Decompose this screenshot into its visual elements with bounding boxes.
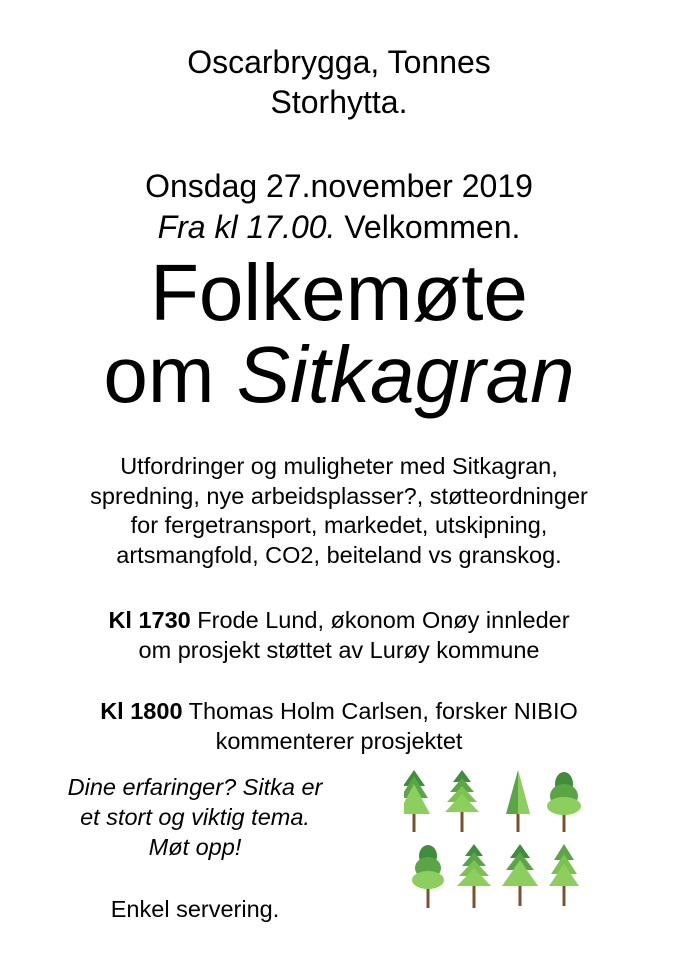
tree-icon (412, 845, 444, 908)
tree-icon (506, 770, 530, 832)
tree-icon (445, 770, 479, 832)
speaker-2 (0, 697, 678, 756)
tree-icon (502, 844, 538, 906)
invitation-line-3: Møt opp! (148, 834, 242, 860)
invitation (30, 772, 360, 862)
speaker-2-name: Thomas Holm Carlsen, forsker NIBIO (182, 698, 578, 724)
event-time (0, 207, 678, 247)
speaker-2-line-1 (0, 697, 678, 727)
description-line: for fergetransport, markedet, utskipning, (130, 512, 548, 538)
speaker-1-time: Kl 1730 (108, 607, 191, 633)
location (0, 42, 678, 122)
title-prefix: om (103, 330, 237, 419)
tree-icon (549, 844, 579, 906)
tree-icon (404, 770, 430, 832)
description-line: artsmangfold, CO2, beiteland vs granskog. (116, 541, 562, 568)
speaker-2-time: Kl 1800 (100, 698, 183, 724)
invitation-line-1: Dine erfaringer? Sitka er (67, 774, 323, 800)
description-line: Utfordringer og muligheter med Sitkagran, (120, 453, 558, 479)
location-line-2: Storhytta. (270, 84, 408, 120)
speaker-1-line-1 (0, 606, 678, 636)
welcome-text: Velkommen. (335, 209, 521, 245)
tree-icons (404, 770, 594, 910)
serving-note: Enkel servering. (110, 896, 280, 922)
speaker-1 (0, 606, 678, 665)
invitation-line-2: et stort og viktig tema. (80, 804, 310, 830)
poster-title (0, 248, 678, 419)
speaker-2-line-2: kommenterer prosjektet (215, 727, 463, 754)
location-line-1: Oscarbrygga, Tonnes (187, 44, 491, 80)
title-line-1: Folkemøte (150, 248, 528, 337)
speaker-1-line-2: om prosjekt støttet av Lurøy kommune (138, 636, 540, 663)
description-line: spredning, nye arbeidsplasser?, støtteordninger (90, 482, 588, 509)
title-topic: Sitkagran (236, 330, 575, 419)
title-line-2 (0, 330, 678, 419)
description (0, 452, 678, 570)
tree-icon (547, 772, 581, 832)
speaker-1-name: Frode Lund, økonom Onøy innleder (190, 607, 570, 633)
event-date: Onsdag 27.november 2019 (145, 168, 533, 204)
start-time: Fra kl 17.00. (157, 209, 336, 245)
tree-icon (457, 844, 491, 908)
